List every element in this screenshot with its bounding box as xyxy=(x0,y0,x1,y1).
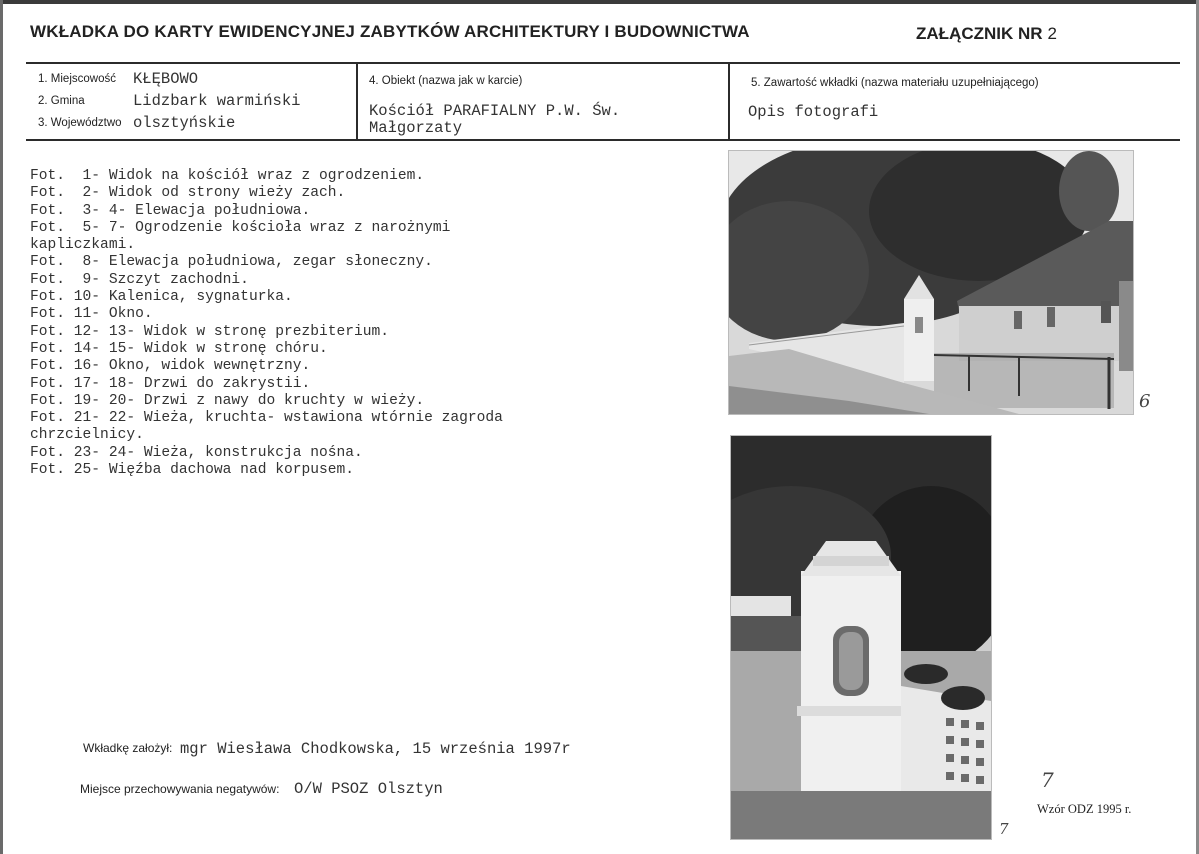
list-item: Fot. 3- 4- Elewacja południowa. xyxy=(30,202,311,219)
object-value-line2: Małgorzaty xyxy=(369,119,463,137)
object-value-line1: Kościół PARAFIALNY P.W. Św. xyxy=(369,102,621,120)
page-top-edge xyxy=(0,0,1199,4)
list-item: Fot. 25- Więźba dachowa nad korpusem. xyxy=(30,462,355,479)
place-label: 1. Miejscowość xyxy=(38,73,116,85)
attachment-number xyxy=(916,24,1057,44)
content-label: 5. Zawartość wkładki (nazwa materiału uzupełniającego) xyxy=(751,77,1039,89)
attachment-label: ZAŁĄCZNIK NR xyxy=(916,24,1043,43)
list-item: Fot. 17- 18- Drzwi do zakrystii. xyxy=(30,375,311,392)
header-rule-top xyxy=(26,62,1180,64)
column-divider-2 xyxy=(728,63,730,140)
place-value: KŁĘBOWO xyxy=(133,70,199,88)
column-divider-1 xyxy=(356,63,358,140)
list-item: Fot. 1- Widok na kościół wraz z ogrodzeniem. xyxy=(30,168,425,184)
created-by-value: mgr Wiesława Chodkowska, 15 września 1997r xyxy=(180,740,571,758)
page-left-edge xyxy=(0,0,3,854)
list-item: Fot. 12- 13- Widok w stronę prezbiterium. xyxy=(30,323,390,340)
object-label: 4. Obiekt (nazwa jak w karcie) xyxy=(369,75,523,87)
list-item: Fot. 11- Okno. xyxy=(30,306,153,323)
list-item: Fot. 8- Elewacja południowa, zegar słoneczny. xyxy=(30,254,433,271)
form-reference: Wzór ODZ 1995 r. xyxy=(1037,802,1132,816)
attachment-value: 2 xyxy=(1047,24,1058,43)
negatives-value: O/W PSOZ Olsztyn xyxy=(294,780,443,798)
list-item: Fot. 9- Szczyt zachodni. xyxy=(30,271,249,288)
commune-value: Lidzbark warmiński xyxy=(133,92,301,110)
list-item: Fot. 14- 15- Widok w stronę chóru. xyxy=(30,340,328,357)
voivodeship-value: olsztyńskie xyxy=(133,114,236,132)
photo-2-handwritten-number: 7 xyxy=(1041,768,1054,792)
header-rule-bottom xyxy=(26,139,1180,141)
list-item: Fot. 21- 22- Wieża, kruchta- wstawiona wtórnie zagroda chrzcielnicy. xyxy=(30,410,512,444)
photo-1-handwritten-number: 6 xyxy=(1139,391,1151,412)
list-item: Fot. 5- 7- Ogrodzenie kościoła wraz z narożnymi kapliczkami. xyxy=(30,219,460,254)
list-item: Fot. 16- Okno, widok wewnętrzny. xyxy=(30,358,311,375)
created-by-label: Wkładkę założył: xyxy=(83,741,173,755)
corner-chapel-photo xyxy=(730,435,992,840)
negatives-label: Miejsce przechowywania negatywów: xyxy=(80,782,280,796)
list-item: Fot. 2- Widok od strony wieży zach. xyxy=(30,185,346,202)
voivodeship-label: 3. Województwo xyxy=(38,117,122,129)
commune-label: 2. Gmina xyxy=(38,95,85,107)
list-item: Fot. 23- 24- Wieża, konstrukcja nośna. xyxy=(30,444,363,461)
document-title: WKŁADKA DO KARTY EWIDENCYJNEJ ZABYTKÓW ARCHITEKTURY I BUDOWNICTWA xyxy=(30,22,750,41)
photo-description-list xyxy=(30,168,550,479)
list-item: Fot. 19- 20- Drzwi z nawy do kruchty w wieży. xyxy=(30,392,425,409)
content-value: Opis fotografi xyxy=(748,103,879,121)
photo-2-margin-number: 7 xyxy=(999,820,1009,838)
church-fence-photo xyxy=(728,150,1134,415)
list-item: Fot. 10- Kalenica, sygnaturka. xyxy=(30,289,293,306)
